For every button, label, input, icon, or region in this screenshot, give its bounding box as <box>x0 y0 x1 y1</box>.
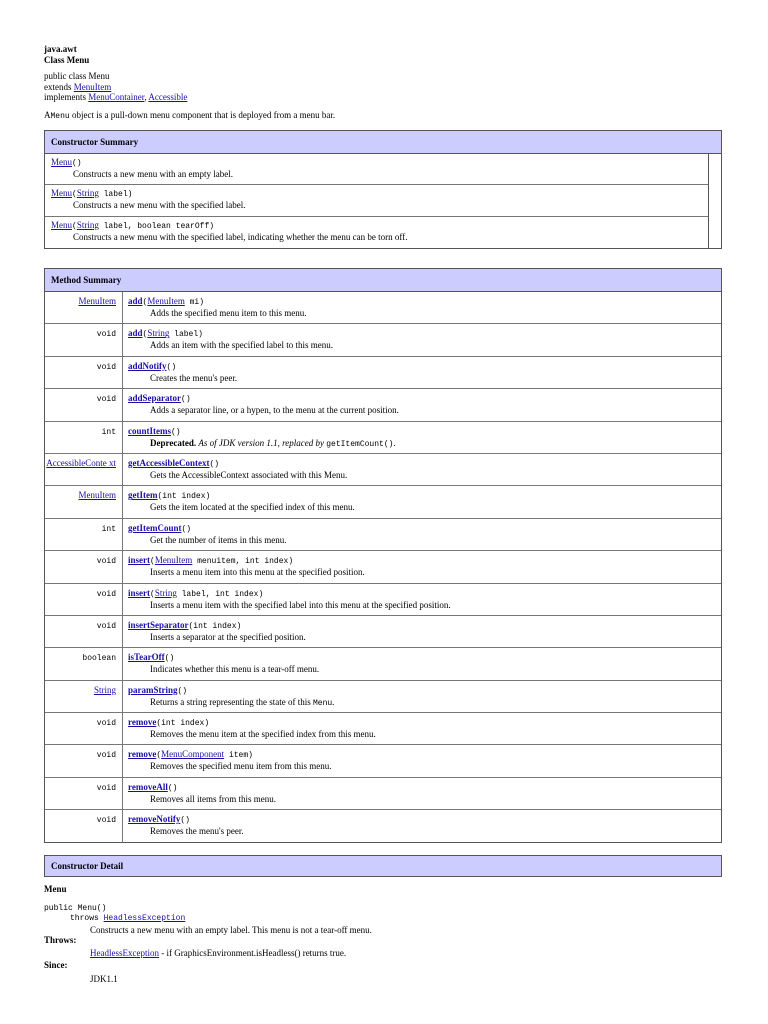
method-return-type-cell <box>45 810 123 842</box>
method-description <box>128 470 716 481</box>
method-params-open: ( <box>156 751 162 761</box>
method-body-cell <box>123 551 721 582</box>
method-description-text: Indicates whether this menu is a tear-off menu. <box>150 664 320 675</box>
method-description-text: Inserts a menu item into this menu at the specified position. <box>150 567 365 578</box>
method-row <box>45 324 721 356</box>
method-description <box>128 502 716 513</box>
method-params: label, int index) <box>176 589 264 599</box>
method-signature <box>128 620 716 632</box>
method-signature <box>128 523 716 535</box>
detail-throws-clause: throws HeadlessException <box>70 914 186 923</box>
throws-detail-link[interactable]: HeadlessException <box>90 947 159 958</box>
method-description <box>128 373 716 384</box>
method-body-cell <box>123 648 721 679</box>
constructor-params: label) <box>98 190 133 199</box>
constructor-params-open: ( <box>72 222 77 231</box>
throws-label: Throws: <box>44 935 77 945</box>
extends-line: extends MenuItem <box>44 81 112 92</box>
method-description-text: Get the number of items in this menu. <box>150 534 287 545</box>
method-link[interactable]: addNotify <box>128 360 167 371</box>
method-signature <box>128 814 716 826</box>
method-body-cell <box>123 292 721 323</box>
method-link[interactable]: add <box>128 328 143 339</box>
method-row <box>45 584 721 616</box>
return-type: int <box>101 427 116 437</box>
method-body-cell <box>123 713 721 744</box>
method-return-type-cell <box>45 486 123 517</box>
method-description <box>128 340 716 351</box>
method-params-open: ( <box>150 589 155 599</box>
method-params-open: () <box>180 816 190 826</box>
method-summary-title: Method Summary <box>45 269 721 292</box>
method-row <box>45 745 721 777</box>
detail-throws-link[interactable]: HeadlessException <box>103 914 186 923</box>
since-label: Since: <box>44 960 68 970</box>
param-type-link[interactable]: String <box>76 188 99 198</box>
constructor-params: label, boolean tearOff) <box>98 222 215 231</box>
method-params-open: ( <box>142 298 148 307</box>
method-params-open: (int index) <box>188 621 242 631</box>
return-type-link[interactable]: MenuItem <box>78 490 116 501</box>
class-description: AMenu object is a pull-down menu component that is deployed from a menu bar. <box>44 110 336 121</box>
method-signature <box>128 361 716 373</box>
return-type-link[interactable]: AccessibleConte xt <box>46 457 116 468</box>
method-link[interactable]: removeAll <box>128 781 168 792</box>
package-name: java.awt <box>44 44 77 54</box>
method-return-type-cell <box>45 519 123 550</box>
return-type: void <box>96 751 116 761</box>
method-body-cell <box>123 745 721 776</box>
method-row <box>45 681 721 713</box>
method-description <box>128 567 716 578</box>
constructor-signature <box>51 157 702 169</box>
method-body-cell <box>123 357 721 388</box>
method-description-text: Inserts a separator at the specified position. <box>150 631 306 642</box>
method-params-open: () <box>171 427 181 437</box>
method-return-type-cell <box>45 422 123 453</box>
method-signature <box>128 749 716 761</box>
method-link[interactable]: remove <box>128 717 157 728</box>
method-description-text: Adds an item with the specified label to this menu. <box>150 340 333 351</box>
constructor-row <box>45 185 708 217</box>
method-link[interactable]: getItem <box>128 490 158 501</box>
method-return-type-cell <box>45 745 123 776</box>
constructor-summary-table <box>44 130 722 249</box>
method-body-cell <box>123 519 721 550</box>
method-params: label) <box>169 330 203 340</box>
method-description <box>128 664 716 675</box>
method-description-text: Removes the menu item at the specified index from this menu. <box>150 729 376 740</box>
return-type: boolean <box>82 654 116 664</box>
method-description-text: Gets the item located at the specified index of this menu. <box>150 502 355 513</box>
method-row <box>45 389 721 421</box>
method-params-open: () <box>164 654 175 664</box>
constructor-detail <box>44 880 724 984</box>
return-type: void <box>96 589 116 599</box>
constructor-row <box>45 154 708 185</box>
detail-description: Constructs a new menu with an empty label. This menu is not a tear-off menu. <box>90 924 372 935</box>
method-description-text: Removes the menu's peer. <box>150 826 244 837</box>
method-return-type-cell <box>45 292 123 323</box>
method-return-type-cell <box>45 454 123 485</box>
param-type-link[interactable]: String <box>147 328 170 339</box>
method-signature <box>128 426 716 438</box>
return-type-link[interactable]: String <box>93 684 116 695</box>
method-description-text: Creates the menu's peer. <box>150 372 238 383</box>
method-link[interactable]: removeNotify <box>128 814 181 825</box>
method-signature <box>128 717 716 729</box>
deprecated-end: . <box>393 437 396 448</box>
param-type-link[interactable]: String <box>76 220 99 230</box>
inline-code: Menu <box>312 698 333 708</box>
constructor-link[interactable]: Menu <box>51 157 72 167</box>
param-type-link[interactable]: MenuItem <box>154 555 193 566</box>
method-row <box>45 713 721 745</box>
method-params-open: () <box>167 783 178 793</box>
constructor-params-open: () <box>72 159 82 168</box>
implements-link-accessible[interactable]: Accessible <box>148 92 188 102</box>
throws-detail: HeadlessException - if GraphicsEnvironment.isHeadless() returns true. <box>90 947 347 958</box>
method-signature <box>128 328 716 340</box>
method-signature <box>128 296 716 308</box>
return-type: void <box>96 395 116 405</box>
method-description <box>128 697 716 709</box>
method-body-cell <box>123 681 721 712</box>
return-type: void <box>96 816 116 826</box>
constructor-summary-title: Constructor Summary <box>45 131 721 154</box>
method-signature <box>128 652 716 664</box>
detail-name: Menu <box>44 884 67 894</box>
method-link[interactable]: getItemCount <box>128 522 182 533</box>
method-signature <box>128 490 716 502</box>
method-params-open: () <box>166 362 177 372</box>
return-type-link[interactable]: MenuItem <box>78 296 116 306</box>
method-description <box>128 729 716 740</box>
deprecated-code: getItemCount() <box>326 439 394 449</box>
method-link[interactable]: insertSeparator <box>128 619 189 630</box>
method-return-type-cell <box>45 778 123 809</box>
method-link[interactable]: countItems <box>128 425 171 436</box>
method-body-cell <box>123 324 721 355</box>
param-type-link[interactable]: MenuComponent <box>161 749 225 760</box>
method-description <box>128 535 716 546</box>
method-body-cell <box>123 389 721 420</box>
method-row <box>45 810 721 842</box>
method-description <box>128 600 716 611</box>
constructor-description: Constructs a new menu with an empty label. <box>73 169 233 179</box>
method-params-open: () <box>181 524 192 534</box>
method-link[interactable]: isTearOff <box>128 652 165 663</box>
method-row <box>45 778 721 810</box>
method-description-text: Returns a string representing the state of this <box>150 696 311 707</box>
scrollbar[interactable] <box>708 153 721 248</box>
method-link[interactable]: paramString <box>128 684 178 695</box>
method-return-type-cell <box>45 551 123 582</box>
method-return-type-cell <box>45 616 123 647</box>
method-row <box>45 422 721 454</box>
constructor-description: Constructs a new menu with the specified label, indicating whether the menu can be torn off. <box>73 232 408 242</box>
method-link[interactable]: remove <box>128 749 157 760</box>
method-description-text: Gets the AccessibleContext associated with this Menu. <box>150 469 348 480</box>
description-end: . <box>332 696 335 707</box>
method-signature <box>128 555 716 567</box>
method-row <box>45 486 721 518</box>
method-body-cell <box>123 422 721 453</box>
return-type: void <box>96 621 116 631</box>
return-type: int <box>101 524 116 534</box>
method-return-type-cell <box>45 389 123 420</box>
constructor-signature <box>51 220 702 232</box>
method-params-open: () <box>209 459 220 469</box>
method-description <box>128 826 716 837</box>
method-row <box>45 292 721 324</box>
method-params: item) <box>224 751 253 761</box>
method-body-cell <box>123 486 721 517</box>
method-description <box>128 308 716 319</box>
extends-link[interactable]: MenuItem <box>73 81 112 92</box>
method-description-text: Adds the specified menu item to this menu. <box>150 308 307 318</box>
class-declaration: public class Menu <box>44 71 110 81</box>
method-body-cell <box>123 778 721 809</box>
method-return-type-cell <box>45 324 123 355</box>
method-signature <box>128 588 716 600</box>
method-description <box>128 405 716 416</box>
method-params: menuitem, int index) <box>192 557 294 567</box>
return-type: void <box>96 330 116 340</box>
method-signature <box>128 393 716 405</box>
constructor-link[interactable]: Menu <box>51 188 72 198</box>
return-type: void <box>96 557 116 567</box>
class-title: Class Menu <box>44 54 90 65</box>
constructor-detail-header <box>44 855 722 877</box>
class-header <box>44 44 187 103</box>
method-signature <box>128 458 716 470</box>
method-signature <box>128 782 716 794</box>
method-params-open: (int index) <box>156 719 210 729</box>
method-body-cell <box>123 454 721 485</box>
constructor-link[interactable]: Menu <box>51 220 72 230</box>
method-return-type-cell <box>45 584 123 615</box>
method-return-type-cell <box>45 713 123 744</box>
method-row <box>45 357 721 389</box>
method-link[interactable]: insert <box>128 555 150 566</box>
method-params: mi) <box>184 298 205 307</box>
method-description <box>128 632 716 643</box>
method-row <box>45 454 721 486</box>
constructor-signature <box>51 188 702 200</box>
return-type: void <box>96 719 116 729</box>
constructor-row <box>45 217 708 250</box>
constructor-detail-title: Constructor Detail <box>45 856 721 876</box>
inline-code: Menu <box>50 112 70 121</box>
since-value: JDK1.1 <box>90 973 118 984</box>
method-link[interactable]: getAccessibleContext <box>128 457 210 468</box>
return-type: void <box>96 783 116 793</box>
method-description-text: Removes the specified menu item from this menu. <box>150 761 332 772</box>
method-description <box>128 761 716 772</box>
method-return-type-cell <box>45 681 123 712</box>
method-params-open: () <box>181 395 191 405</box>
method-summary-table <box>44 268 722 843</box>
method-row <box>45 616 721 648</box>
method-params-open: () <box>177 686 188 696</box>
method-params-open: ( <box>142 330 148 340</box>
method-return-type-cell <box>45 357 123 388</box>
method-params-open: (int index) <box>157 492 211 502</box>
method-description-text: Adds a separator line, or a hypen, to the menu at the current position. <box>150 405 399 416</box>
method-description <box>128 794 716 805</box>
method-description-text: Removes all items from this menu. <box>150 793 276 804</box>
implements-link-menucontainer[interactable]: MenuContainer <box>88 92 145 102</box>
method-description <box>128 438 716 450</box>
method-signature <box>128 685 716 697</box>
param-type-link[interactable]: String <box>154 587 177 598</box>
method-description-text: Inserts a menu item with the specified label into this menu at the specified position. <box>150 599 451 610</box>
return-type: void <box>96 362 116 372</box>
implements-line: implements MenuContainer, Accessible <box>44 92 188 102</box>
detail-signature: public Menu() <box>44 903 107 913</box>
method-link[interactable]: add <box>128 296 143 306</box>
method-row <box>45 648 721 680</box>
method-link[interactable]: addSeparator <box>128 393 182 404</box>
method-row <box>45 551 721 583</box>
deprecated-text: As of JDK version 1.1, replaced by <box>198 437 324 448</box>
deprecated-label: Deprecated. <box>150 437 197 448</box>
method-params-open: ( <box>150 557 155 567</box>
method-link[interactable]: insert <box>128 587 150 598</box>
method-row <box>45 519 721 551</box>
method-body-cell <box>123 810 721 842</box>
method-body-cell <box>123 584 721 615</box>
param-type-link[interactable]: MenuItem <box>147 296 185 306</box>
method-return-type-cell <box>45 648 123 679</box>
constructor-params-open: ( <box>72 190 77 199</box>
constructor-description: Constructs a new menu with the specified label. <box>73 200 246 210</box>
method-body-cell <box>123 616 721 647</box>
